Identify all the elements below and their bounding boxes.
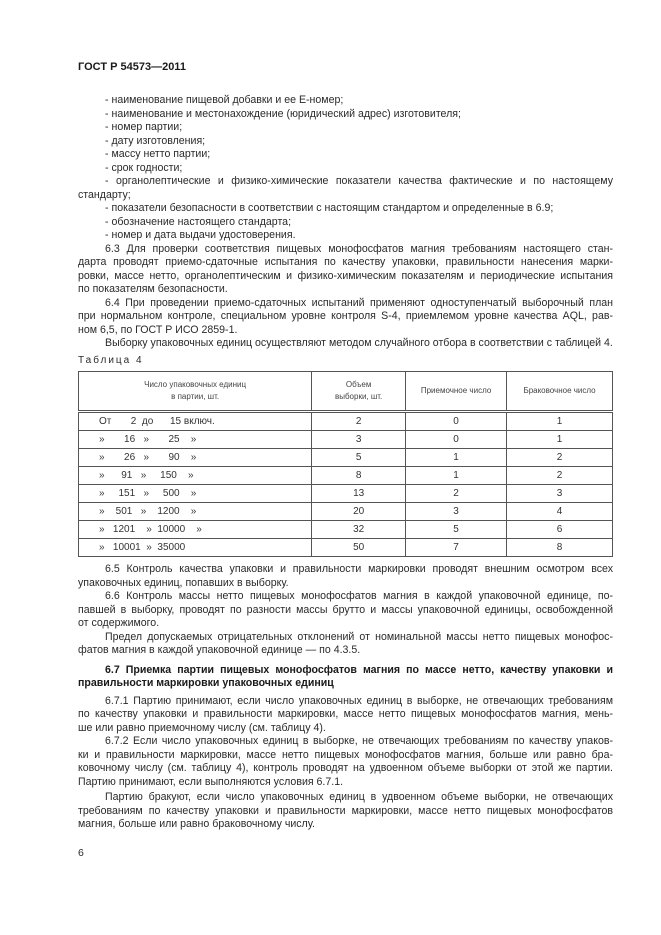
column-header: Браковочное число <box>507 372 613 412</box>
table-cell: 3 <box>406 503 507 521</box>
paragraph <box>78 791 613 832</box>
table-row <box>79 485 613 503</box>
text-line: 6.5 Контроль качества упаковки и правильности маркировки проводят внешним осмотром всех <box>105 563 613 575</box>
text-line: павшей в выборку, проводят по разности массы брутто и массы упаковочной единицы, освобожденной <box>78 603 613 616</box>
paragraph <box>78 94 613 108</box>
text-line: 6.7.1 Партию принимают, если число упаковочных единиц в выборке, не отвечающих требованиям <box>105 694 613 707</box>
column-header: Объем выборки, шт. <box>312 372 406 412</box>
paragraph <box>78 590 613 631</box>
text-line: - массу нетто партии; <box>105 148 211 160</box>
table-cell: 0 <box>406 412 507 431</box>
table-cell: 5 <box>406 521 507 539</box>
paragraph <box>78 735 613 789</box>
paragraph <box>78 121 613 135</box>
table-cell: » 91 » 150 » <box>79 467 312 485</box>
text-section-top <box>78 94 613 351</box>
table-cell: 3 <box>312 431 406 449</box>
text-line: при нормальном контроле, специальном уровне контроля S-4, приемлемом уровне качества AQL, рав- <box>78 310 613 322</box>
table-cell: » 10001 » 35000 <box>79 539 312 557</box>
text-line: - обозначение настоящего стандарта; <box>105 215 292 228</box>
paragraph <box>78 664 613 691</box>
table-cell: 7 <box>406 539 507 557</box>
text-line: по показателям безопасности. <box>78 283 228 295</box>
text-line: - срок годности; <box>105 161 183 174</box>
table-cell: 4 <box>507 503 613 521</box>
table-row <box>79 503 613 521</box>
text-line: - наименование пищевой добавки и ее Е-номер; <box>105 94 344 106</box>
table-cell: 32 <box>312 521 406 539</box>
column-header: Приемочное число <box>406 372 507 412</box>
table-cell: » 16 » 25 » <box>79 431 312 449</box>
paragraph <box>78 243 613 297</box>
paragraph <box>78 695 613 736</box>
table-cell: » 26 » 90 » <box>79 449 312 467</box>
column-header: Число упаковочных единиц в партии, шт. <box>79 372 312 412</box>
table-cell: 2 <box>507 467 613 485</box>
table-cell: 1 <box>406 449 507 467</box>
table-cell: 8 <box>507 539 613 557</box>
document-header: ГОСТ Р 54573—2011 <box>78 61 186 73</box>
table-cell: 20 <box>312 503 406 521</box>
text-line: ном 6,5, по ГОСТ Р ИСО 2859-1. <box>78 323 238 336</box>
paragraph <box>78 563 613 590</box>
text-line: - номер партии; <box>105 121 183 133</box>
paragraph <box>78 148 613 162</box>
text-line: по качеству упаковки и правильности маркировки, массе нетто пищевых монофосфатов магния, мень- <box>78 708 613 720</box>
table-cell: 5 <box>312 449 406 467</box>
table-cell: 2 <box>406 485 507 503</box>
table-cell: 6 <box>507 521 613 539</box>
table-row <box>79 467 613 485</box>
text-line: - дату изготовления; <box>105 134 206 147</box>
table-cell: » 1201 » 10000 » <box>79 521 312 539</box>
table-cell: 50 <box>312 539 406 557</box>
text-section-bottom <box>78 563 613 832</box>
text-line: фатов магния в каждой упаковочной единице — по 4.3.5. <box>78 644 361 656</box>
table-cell: 1 <box>507 412 613 431</box>
paragraph <box>78 297 613 338</box>
text-line: ки и правильности маркировки, массе нетто пищевых монофосфатов магния, больше или равно бра- <box>78 748 613 761</box>
text-line: 6.4 При проведении приемо-сдаточных испытаний применяют одноступенчатый выборочный план <box>105 296 613 309</box>
table-cell: 0 <box>406 431 507 449</box>
text-line: Выборку упаковочных единиц осуществляют методом случайного отбора в соответствии с таблицей 4. <box>105 337 613 349</box>
paragraph <box>78 202 613 216</box>
text-line: Партию бракуют, если число упаковочных единиц в удвоенном объеме выборки, не отвечающих <box>105 791 613 803</box>
text-line: ше или равно приемочному числу (см. таблицу 4). <box>78 721 326 734</box>
text-line: 6.7.2 Если число упаковочных единиц в выборке, не отвечающих требованиям по качеству упаков- <box>105 735 613 747</box>
sampling-table <box>78 371 613 557</box>
paragraph <box>78 162 613 176</box>
text-line: стандарту; <box>78 188 131 201</box>
text-line: магния, больше или равно браковочному числу. <box>78 818 315 830</box>
table-cell: 3 <box>507 485 613 503</box>
paragraph <box>78 229 613 243</box>
paragraph <box>78 108 613 122</box>
table-row <box>79 521 613 539</box>
paragraph <box>78 216 613 230</box>
text-line: 6.3 Для проверки соответствия пищевых монофосфатов магния требованиям настоящего стан- <box>105 242 613 255</box>
text-line: ковочному числу (см. таблицу 4), контроль проводят на удвоенном объеме выборки от этой же партии. <box>78 762 613 774</box>
text-line: - наименование и местонахождение (юридический адрес) изготовителя; <box>105 107 461 120</box>
table-cell: 1 <box>406 467 507 485</box>
text-line: дарта проводят приемо-сдаточные испытания по качеству упаковки, правильности нанесения марки- <box>78 256 613 268</box>
text-line: требованиям по качеству упаковки и правильности маркировки, массе нетто пищевых монофосфатов <box>78 804 613 817</box>
text-line: 6.7 Приемка партии пищевых монофосфатов магния по массе нетто, качеству упаковки и <box>105 663 613 676</box>
paragraph <box>78 337 613 351</box>
text-line: - номер и дата выдачи удостоверения. <box>105 229 296 241</box>
table-cell: 13 <box>312 485 406 503</box>
table-cell: » 501 » 1200 » <box>79 503 312 521</box>
text-line: Партию принимают, если выполняются условия 6.7.1. <box>78 775 344 788</box>
table-header-row <box>79 372 613 412</box>
table-cell: 2 <box>312 412 406 431</box>
table-row <box>79 449 613 467</box>
text-line: упаковочных единиц, попавших в выборку. <box>78 576 289 589</box>
table-cell: 2 <box>507 449 613 467</box>
table-cell: 8 <box>312 467 406 485</box>
text-line: - показатели безопасности в соответствии с настоящим стандартом и определенные в 6.9; <box>105 202 554 214</box>
table-cell: » 151 » 500 » <box>79 485 312 503</box>
text-line: 6.6 Контроль массы нетто пищевых монофосфатов магния в каждой упаковочной единице, по- <box>105 590 613 602</box>
table-row <box>79 539 613 557</box>
paragraph <box>78 631 613 658</box>
text-line: - органолептические и физико-химические показатели качества фактические и по настоящему <box>105 175 613 187</box>
table-row <box>79 412 613 431</box>
text-line: Предел допускаемых отрицательных отклонений от номинальной массы нетто пищевых монофос- <box>105 630 613 643</box>
text-line: правильности маркировки упаковочных единиц <box>78 677 334 689</box>
text-line: ровки, массе нетто, органолептическим и физико-химическим показателям и периодические испытания <box>78 269 613 282</box>
table-cell: 1 <box>507 431 613 449</box>
page-number: 6 <box>78 847 84 859</box>
table-cell: От 2 до 15 включ. <box>79 412 312 431</box>
table-caption: Таблица 4 <box>78 355 144 366</box>
text-line: от содержимого. <box>78 617 160 629</box>
table-row <box>79 431 613 449</box>
paragraph <box>78 175 613 202</box>
paragraph <box>78 135 613 149</box>
